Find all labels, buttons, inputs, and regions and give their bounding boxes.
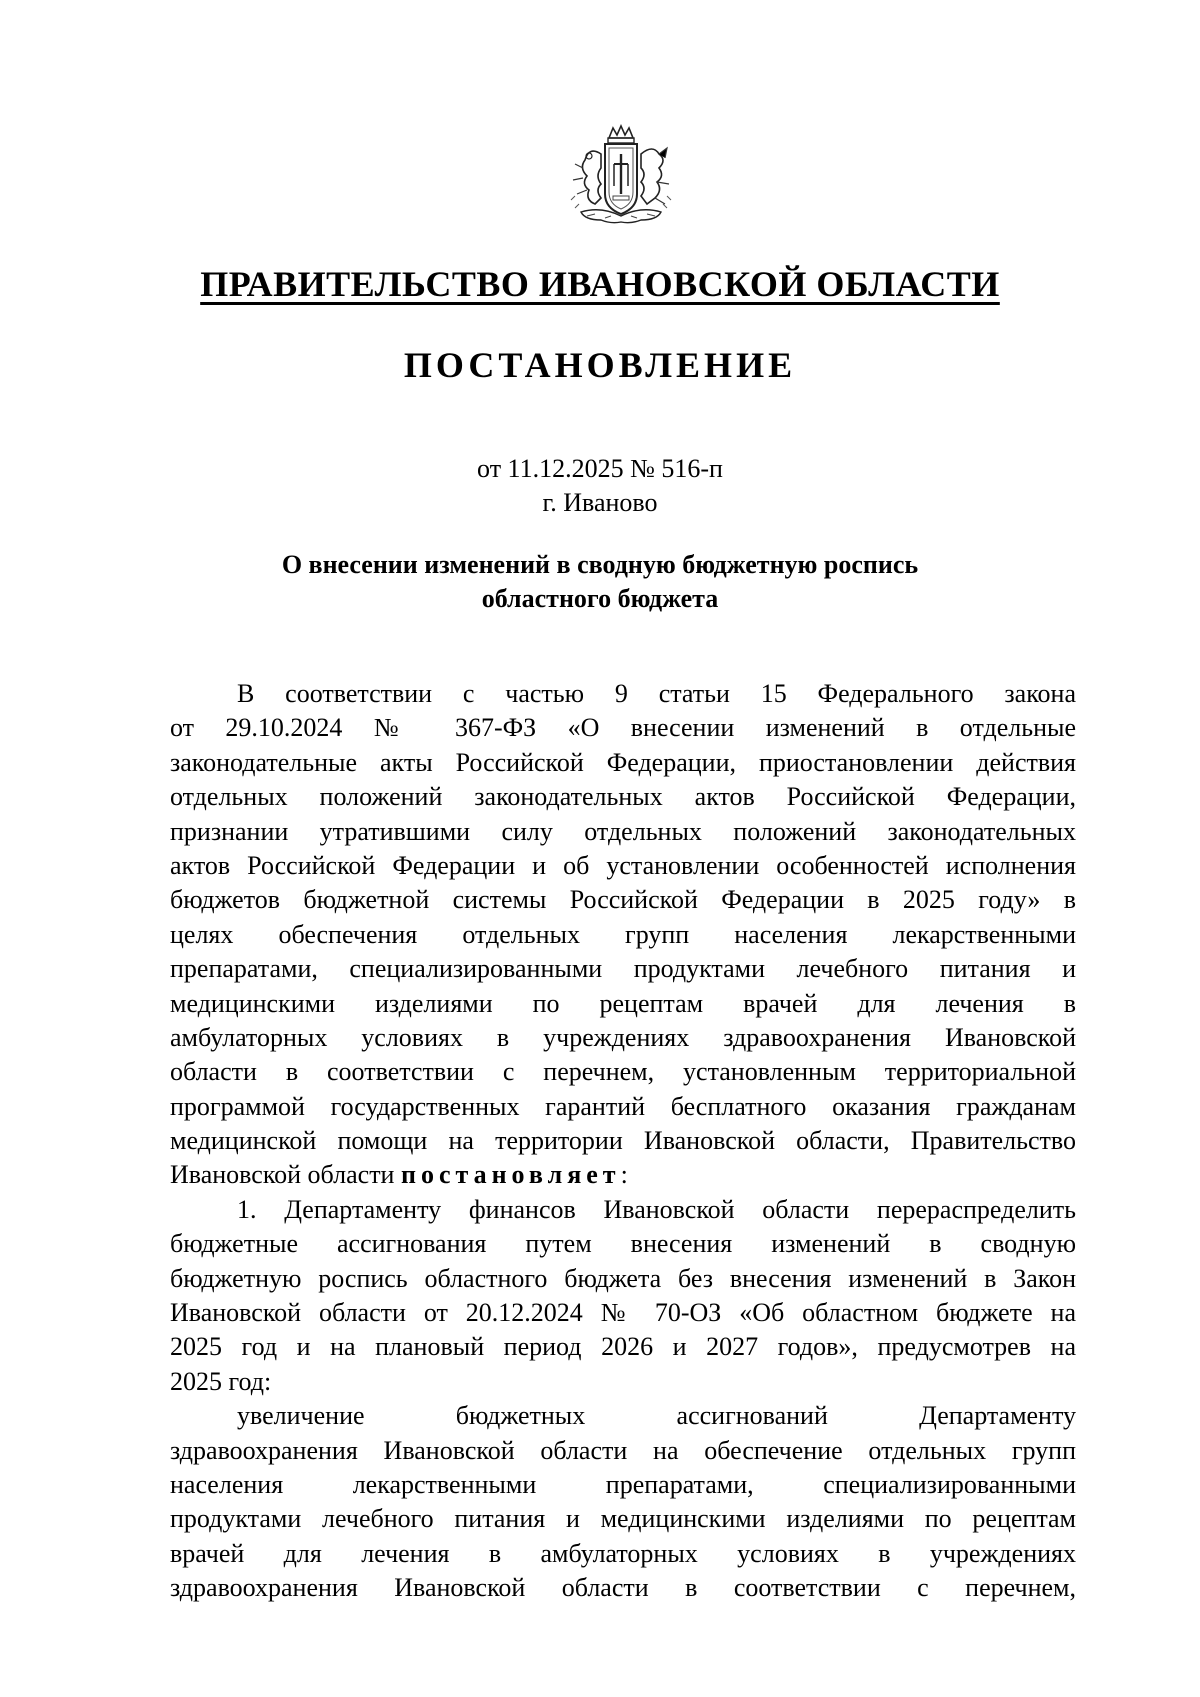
body-line: актов Российской Федерации и об установлении особенностей исполнения — [170, 850, 1076, 880]
body-line: целях обеспечения отдельных групп населения лекарственными — [170, 919, 1076, 949]
resolve-prefix: Ивановской области — [170, 1160, 401, 1190]
body-line: медицинскими изделиями по рецептам врачей для лечения в — [170, 988, 1076, 1018]
body-line: препаратами, специализированными продуктами лечебного питания и — [170, 954, 1076, 984]
date-and-number: от 11.12.2025 № 516-п — [477, 454, 723, 483]
document-type-title: ПОСТАНОВЛЕНИЕ — [403, 345, 797, 385]
body-line: области в соответствии с перечнем, установленным территориальной — [170, 1057, 1076, 1087]
item-line: Ивановской области от 20.12.2024 № 70-ОЗ «Об областном бюджете на — [170, 1298, 1076, 1328]
item-line: 2025 год и на плановый период 2026 и 2027 годов», предусмотрев на — [170, 1332, 1076, 1362]
subitem-line: здравоохранения Ивановской области в соответствии с перечнем, — [170, 1573, 1076, 1603]
item-line: бюджетные ассигнования путем внесения изменений в сводную — [170, 1229, 1076, 1259]
subitem-line: увеличение бюджетных ассигнований Департаменту — [237, 1401, 1076, 1431]
item-line: 1. Департаменту финансов Ивановской области перераспределить — [237, 1194, 1076, 1224]
subitem-line: продуктами лечебного питания и медицинскими изделиями по рецептам — [170, 1504, 1076, 1534]
body-line: программой государственных гарантий бесплатного оказания гражданам — [170, 1091, 1076, 1121]
subitem-line: врачей для лечения в амбулаторных условиях в учреждениях — [170, 1538, 1076, 1568]
subitem-line: населения лекарственными препаратами, специализированными — [170, 1469, 1076, 1499]
item-line: 2025 год: — [170, 1366, 272, 1396]
document-meta — [0, 452, 1200, 520]
body-line: бюджетов бюджетной системы Российской Федерации в 2025 году» в — [170, 885, 1076, 915]
subject-line: областного бюджета — [481, 584, 719, 613]
document-subject — [0, 548, 1200, 616]
body-line: от 29.10.2024 № 367-ФЗ «О внесении изменений в отдельные — [170, 713, 1076, 743]
subject-line: О внесении изменений в сводную бюджетную роспись — [281, 550, 919, 579]
body-line: амбулаторных условиях в учреждениях здравоохранения Ивановской — [170, 1022, 1076, 1052]
body-line: отдельных положений законодательных актов Российской Федерации, — [170, 782, 1076, 812]
body-line: признании утратившими силу отдельных положений законодательных — [170, 816, 1076, 846]
body-line: медицинской помощи на территории Ивановской области, Правительство — [170, 1126, 1076, 1156]
subitem-line: здравоохранения Ивановской области на обеспечение отдельных групп — [170, 1435, 1076, 1465]
body-line: законодательные акты Российской Федерации, приостановлении действия — [170, 747, 1076, 777]
item-line: бюджетную роспись областного бюджета без внесения изменений в Закон — [170, 1263, 1076, 1293]
government-title: ПРАВИТЕЛЬСТВО ИВАНОВСКОЙ ОБЛАСТИ — [200, 264, 1000, 304]
coat-of-arms-icon — [561, 124, 681, 230]
body-line: В соответствии с частью 9 статьи 15 Федерального закона — [237, 679, 1076, 708]
city: г. Иваново — [542, 488, 658, 517]
resolve-word: постановляет — [400, 1160, 621, 1190]
body-line-resolve — [170, 1158, 1076, 1192]
document-body — [170, 677, 1076, 1606]
resolve-suffix: : — [620, 1160, 628, 1190]
